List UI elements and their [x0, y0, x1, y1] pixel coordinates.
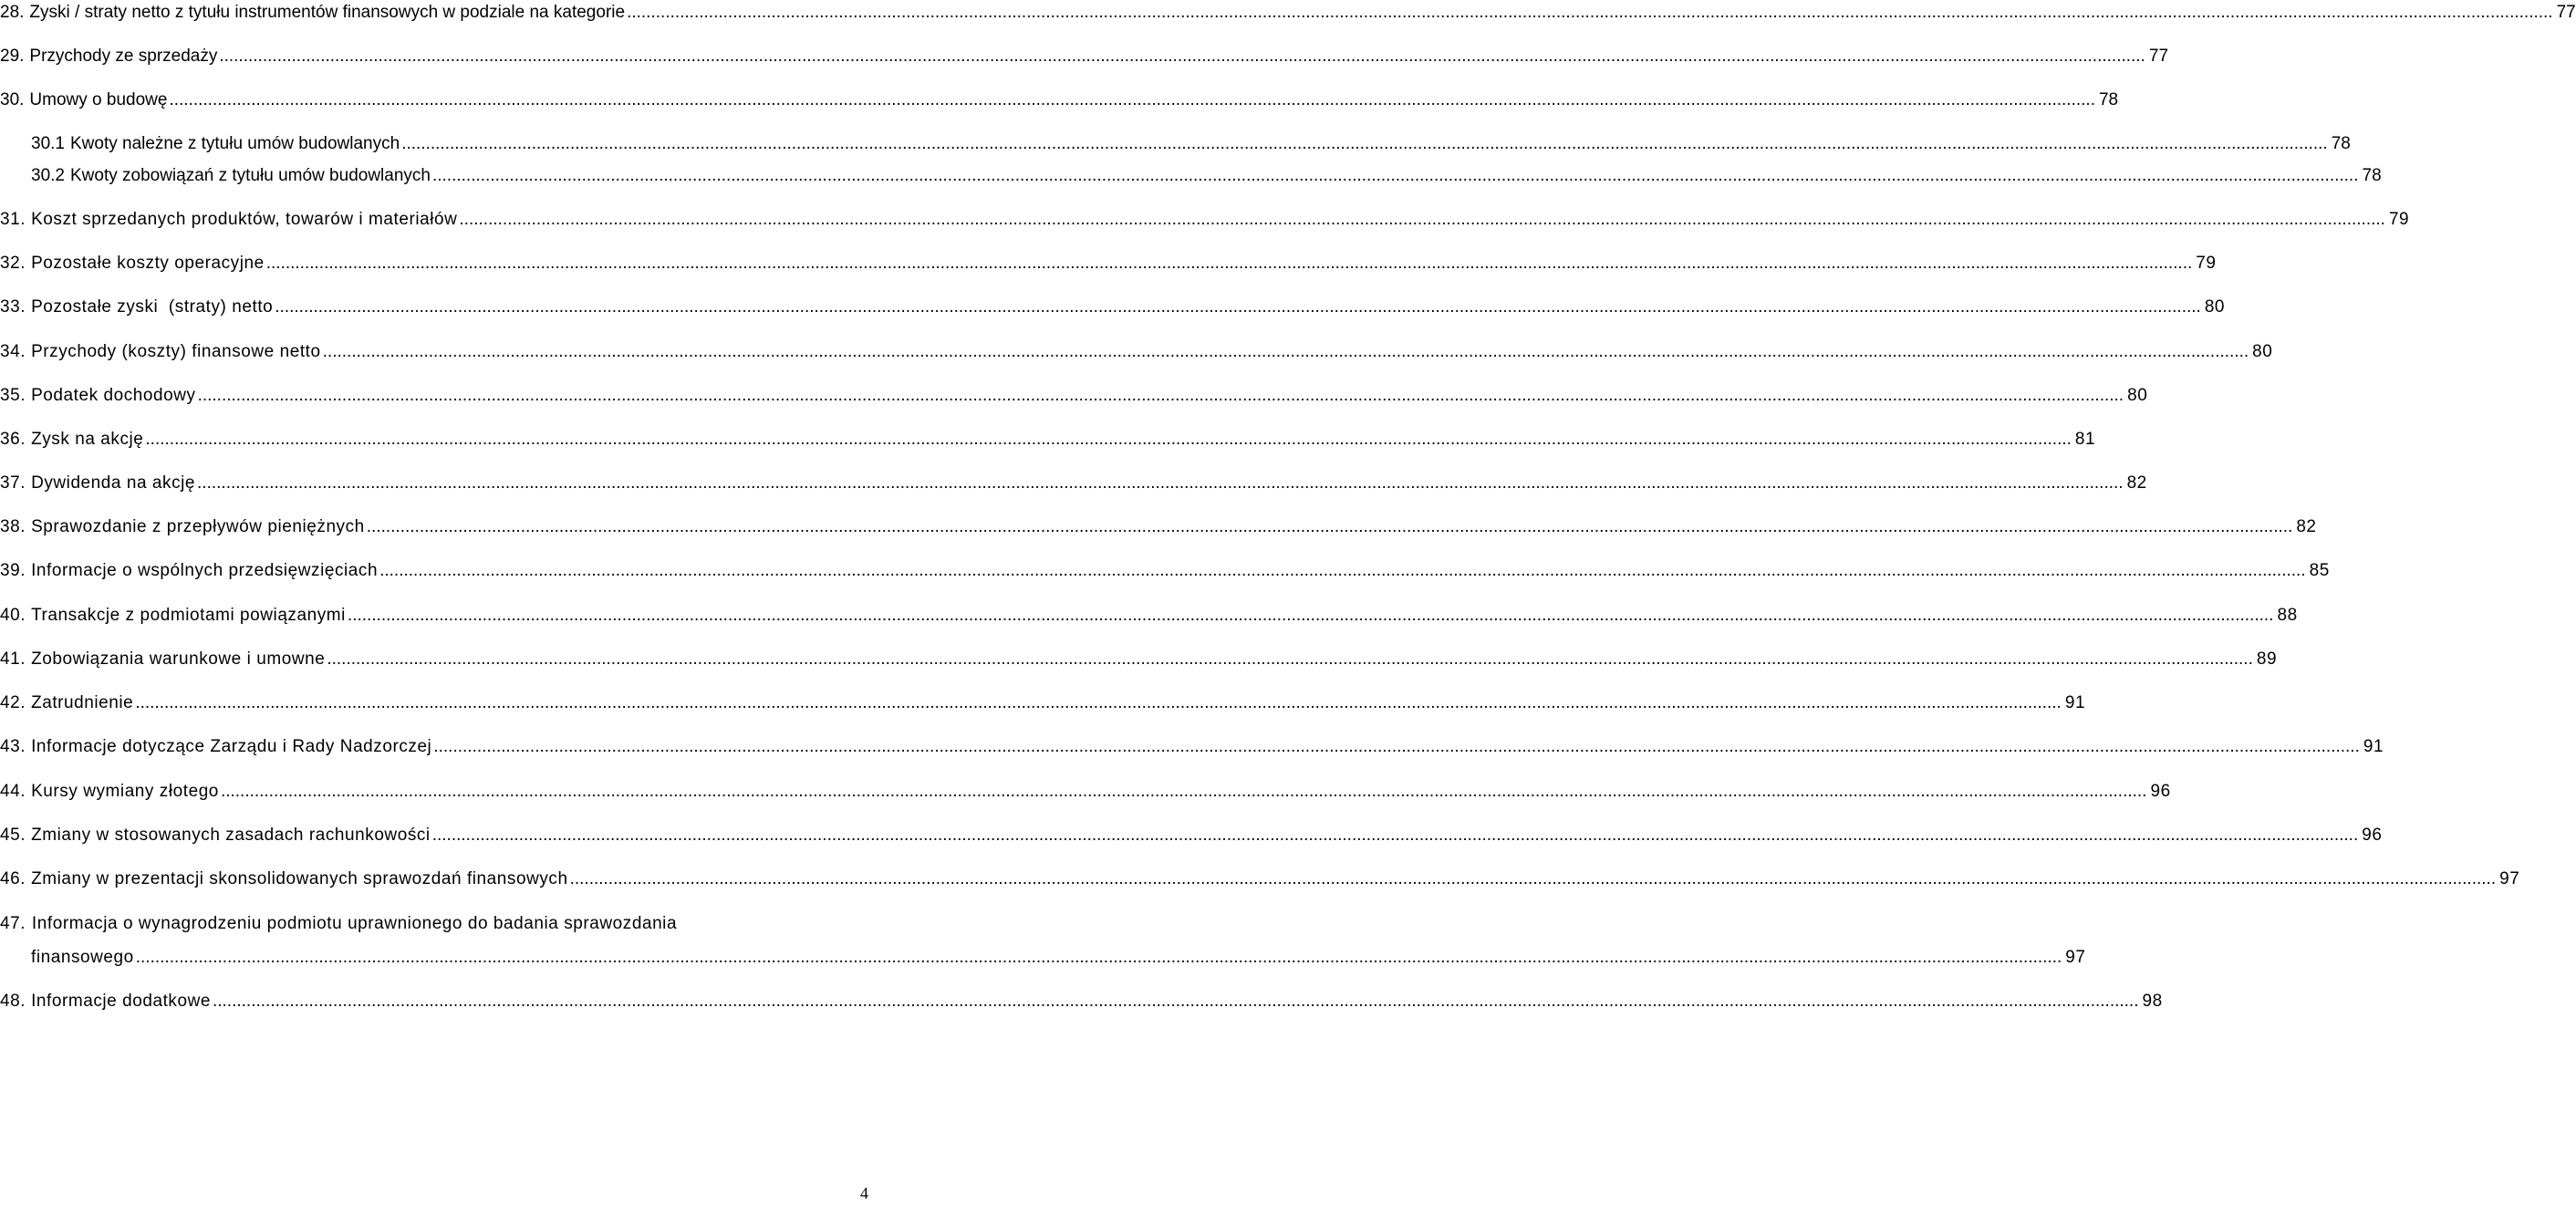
toc-entry-title: Informacja o wynagrodzeniu podmiotu uprawnionego do badania sprawozdania — [31, 914, 678, 933]
toc-leader-dots: ................................................................................................................................................................................................................................................................................................................................................................................................................ — [569, 869, 2497, 888]
toc-leader-dots: ................................................................................................................................................................................................................................................................................................................................................................................................................ — [265, 254, 2193, 273]
toc-entry-32[interactable] — [0, 251, 2217, 276]
toc-entry-title: Zyski / straty netto z tytułu instrumentów finansowych w podziale na kategorie — [29, 3, 626, 22]
toc-entry-title: Kwoty zobowiązań z tytułu umów budowlanych — [69, 166, 431, 185]
toc-entry-47[interactable] — [0, 911, 872, 937]
toc-entry-40[interactable] — [0, 603, 2298, 628]
toc-entry-title: Przychody ze sprzedaży — [29, 47, 218, 66]
toc-leader-dots: ................................................................................................................................................................................................................................................................................................................................................................................................................ — [627, 3, 2553, 22]
toc-leader-dots: ................................................................................................................................................................................................................................................................................................................................................................................................................ — [219, 47, 2145, 66]
toc-leader-dots: ................................................................................................................................................................................................................................................................................................................................................................................................................ — [212, 992, 2139, 1011]
toc-entry-page: 91 — [2363, 737, 2384, 756]
toc-entry-page: 85 — [2309, 561, 2330, 580]
toc-entry-30[interactable] — [0, 88, 2119, 113]
toc-entry-title: Pozostałe koszty operacyjne — [31, 254, 265, 273]
toc-entry-page: 89 — [2256, 649, 2278, 669]
toc-entry-title: Zysk na akcję — [31, 430, 144, 449]
toc-entry-number: 37. — [0, 473, 26, 493]
toc-leader-dots: ................................................................................................................................................................................................................................................................................................................................................................................................................ — [135, 693, 2062, 712]
toc-entry-page: 91 — [2064, 693, 2086, 712]
toc-entry-number: 47. — [0, 914, 26, 933]
toc-entry-number: 41. — [0, 649, 26, 669]
toc-entry-28[interactable] — [0, 0, 2576, 26]
toc-entry-title: Informacje dodatkowe — [31, 992, 211, 1011]
toc-entry-33[interactable] — [0, 295, 2226, 320]
toc-entry-title: Transakcje z podmiotami powiązanymi — [31, 606, 346, 625]
toc-entry-number: 36. — [0, 430, 26, 449]
toc-entry-page: 81 — [2074, 430, 2096, 449]
toc-entry-title: Podatek dochodowy — [31, 386, 196, 405]
toc-entry-29[interactable] — [0, 44, 2169, 69]
toc-entry-number: 30.1 — [31, 134, 65, 153]
toc-entry-number: 33. — [0, 297, 26, 317]
toc-entry-title: Zobowiązania warunkowe i umowne — [31, 649, 326, 669]
toc-entry-page: 80 — [2252, 342, 2273, 361]
toc-entry-title: Informacje dotyczące Zarządu i Rady Nadzorczej — [31, 737, 432, 756]
toc-entry-number: 40. — [0, 606, 26, 625]
toc-entry-number: 31. — [0, 210, 26, 229]
toc-leader-dots: ................................................................................................................................................................................................................................................................................................................................................................................................................ — [433, 737, 2360, 756]
toc-entry-45[interactable] — [0, 823, 2383, 848]
toc-entry-number: 44. — [0, 782, 26, 801]
toc-entry-46[interactable] — [0, 867, 2520, 892]
toc-entry-number: 35. — [0, 386, 26, 405]
toc-entry-number: 34. — [0, 342, 26, 361]
toc-entry-page: 88 — [2277, 606, 2298, 625]
toc-entry-page: 98 — [2142, 992, 2163, 1011]
toc-leader-dots: ................................................................................................................................................................................................................................................................................................................................................................................................................ — [145, 430, 2072, 449]
toc-entry-number: 42. — [0, 693, 26, 712]
toc-entry-title: Kursy wymiany złotego — [31, 782, 219, 801]
toc-entry-page: 96 — [2362, 826, 2383, 845]
toc-entry-35[interactable] — [0, 383, 2148, 409]
toc-entry-title: Koszt sprzedanych produktów, towarów i materiałów — [31, 210, 458, 229]
toc-entry-number: 43. — [0, 737, 26, 756]
toc-entry-30-2[interactable] — [0, 163, 2382, 189]
toc-entry-page: 97 — [2065, 948, 2086, 967]
toc-leader-dots: ................................................................................................................................................................................................................................................................................................................................................................................................................ — [431, 826, 2359, 845]
toc-leader-dots: ................................................................................................................................................................................................................................................................................................................................................................................................................ — [459, 210, 2385, 229]
toc-entry-42[interactable] — [0, 691, 2086, 716]
toc-entry-number: 30. — [0, 90, 25, 109]
toc-entry-title: Umowy o budowę — [29, 90, 168, 109]
toc-entry-43[interactable] — [0, 734, 2384, 760]
toc-entry-title: Przychody (koszty) finansowe netto — [31, 342, 321, 361]
toc-entry-number: 29. — [0, 47, 25, 66]
toc-entry-30-1[interactable] — [0, 131, 2351, 157]
toc-entry-title: Informacje o wspólnych przedsięwzięciach — [31, 561, 379, 580]
toc-entry-page: 97 — [2499, 869, 2520, 888]
toc-leader-dots: ................................................................................................................................................................................................................................................................................................................................................................................................................ — [327, 649, 2253, 669]
toc-entry-number: 39. — [0, 561, 26, 580]
toc-entry-31[interactable] — [0, 207, 2410, 233]
toc-entry-page: 82 — [2296, 517, 2317, 536]
toc-entry-number: 45. — [0, 826, 26, 845]
toc-leader-dots: ................................................................................................................................................................................................................................................................................................................................................................................................................ — [135, 948, 2062, 967]
toc-entry-title: Kwoty należne z tytułu umów budowlanych — [69, 134, 400, 153]
toc-entry-title-continuation: finansowego — [31, 948, 134, 967]
toc-leader-dots: ................................................................................................................................................................................................................................................................................................................................................................................................................ — [197, 386, 2124, 405]
toc-entry-37[interactable] — [0, 471, 2147, 496]
toc-entry-page: 82 — [2126, 473, 2147, 493]
page-number: 4 — [860, 1184, 868, 1202]
toc-entry-number: 32. — [0, 254, 26, 273]
toc-entry-39[interactable] — [0, 558, 2330, 584]
toc-entry-number: 30.2 — [31, 166, 65, 185]
toc-leader-dots: ................................................................................................................................................................................................................................................................................................................................................................................................................ — [401, 134, 2328, 153]
toc-entry-41[interactable] — [0, 647, 2278, 672]
toc-entry-title: Zatrudnienie — [31, 693, 134, 712]
toc-entry-47-continuation[interactable] — [0, 945, 2086, 971]
toc-entry-page: 96 — [2150, 782, 2171, 801]
toc-entry-page: 78 — [2098, 90, 2119, 109]
toc-entry-page: 78 — [2362, 166, 2382, 185]
toc-entry-38[interactable] — [0, 514, 2317, 540]
toc-entry-48[interactable] — [0, 989, 2163, 1014]
toc-entry-page: 77 — [2148, 47, 2169, 66]
toc-entry-number: 46. — [0, 869, 26, 888]
toc-entry-title: Pozostałe zyski (straty) netto — [31, 297, 274, 317]
toc-entry-36[interactable] — [0, 427, 2096, 452]
toc-entry-page: 78 — [2331, 134, 2351, 153]
toc-entry-page: 79 — [2196, 254, 2217, 273]
toc-leader-dots: ................................................................................................................................................................................................................................................................................................................................................................................................................ — [347, 606, 2274, 625]
toc-leader-dots: ................................................................................................................................................................................................................................................................................................................................................................................................................ — [197, 473, 2124, 493]
toc-entry-44[interactable] — [0, 779, 2171, 805]
toc-entry-number: 48. — [0, 992, 26, 1011]
toc-entry-page: 80 — [2127, 386, 2148, 405]
toc-leader-dots: ................................................................................................................................................................................................................................................................................................................................................................................................................ — [322, 342, 2249, 361]
toc-entry-page: 79 — [2388, 210, 2410, 229]
toc-entry-title: Zmiany w stosowanych zasadach rachunkowości — [31, 826, 431, 845]
toc-entry-number: 38. — [0, 517, 26, 536]
toc-entry-number: 28. — [0, 3, 25, 22]
toc-entry-title: Zmiany w prezentacji skonsolidowanych sprawozdań finansowych — [31, 869, 568, 888]
toc-entry-page: 77 — [2556, 3, 2576, 22]
toc-leader-dots: ................................................................................................................................................................................................................................................................................................................................................................................................................ — [169, 90, 2095, 109]
toc-leader-dots: ................................................................................................................................................................................................................................................................................................................................................................................................................ — [220, 782, 2147, 801]
toc-entry-title: Sprawozdanie z przepływów pieniężnych — [31, 517, 365, 536]
toc-entry-title: Dywidenda na akcję — [31, 473, 196, 493]
toc-leader-dots: ................................................................................................................................................................................................................................................................................................................................................................................................................ — [366, 517, 2293, 536]
toc-leader-dots: ................................................................................................................................................................................................................................................................................................................................................................................................................ — [275, 297, 2201, 317]
toc-leader-dots: ................................................................................................................................................................................................................................................................................................................................................................................................................ — [431, 166, 2359, 185]
toc-leader-dots: ................................................................................................................................................................................................................................................................................................................................................................................................................ — [379, 561, 2306, 580]
toc-entry-34[interactable] — [0, 339, 2273, 365]
toc-entry-page: 80 — [2204, 297, 2226, 317]
